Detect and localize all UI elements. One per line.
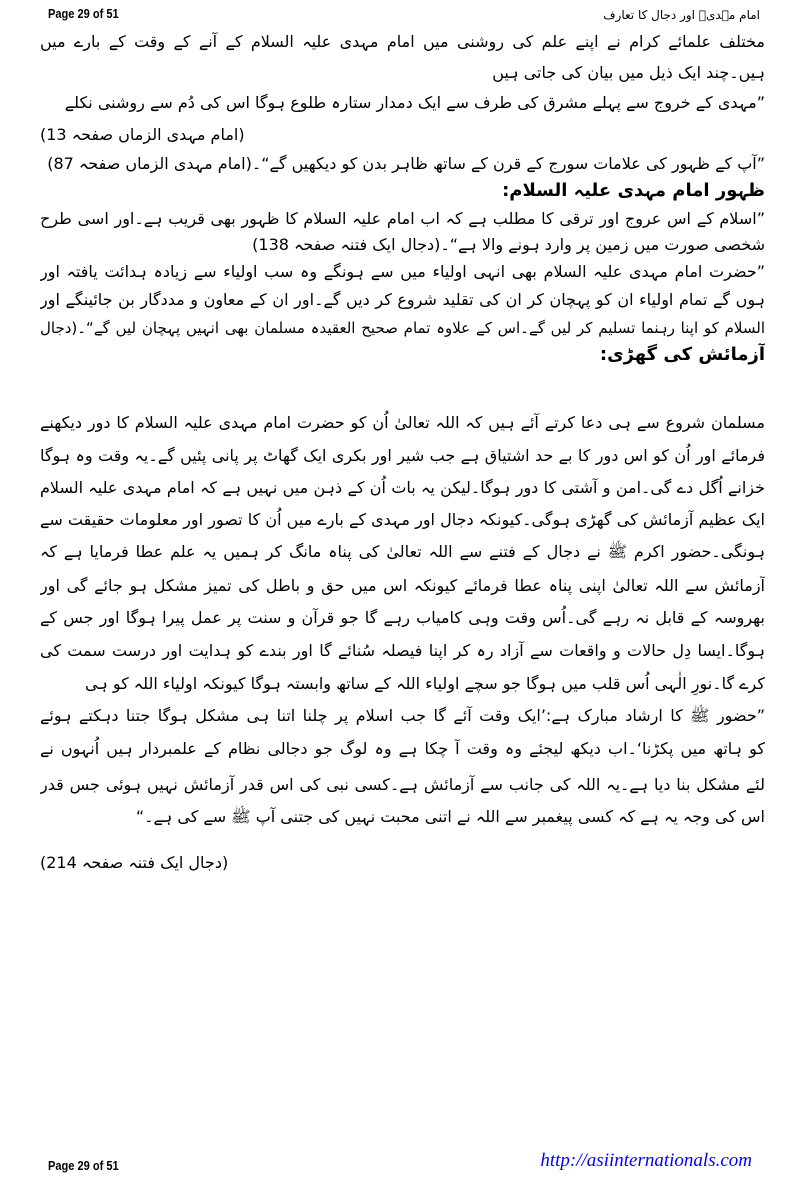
text-line: ”مہدی کے خروج سے پہلے مشرق کی طرف سے ایک دمدار ستارہ طلوع ہوگا اس کی دُم سے روشنی نکلے <box>64 93 765 112</box>
text-line: مختلف علمائے کرام نے اپنے علم کی روشنی میں امام مہدی علیہ السلام کے آنے کے وقت کے بارے میں <box>40 32 765 51</box>
text-line: ہوں گے تمام اولیاء ان کو پہچان کر ان کی تقلید شروع کر دیں گے۔اور ان کے معاون و مددگار بن جائینگے اور <box>40 290 765 309</box>
text-line: خزانے اُگل دے گی۔امن و آشتی کا دور ہوگا۔لیکن یہ بات اُن کے ذہن میں نہیں ہے کہ امام مہدی علیہ السلام <box>40 478 765 497</box>
text-line: شخصی صورت میں زمین پر وارد ہونے والا ہے“۔(دجال ایک فتنہ صفحہ 138) <box>252 235 765 254</box>
text-line: لئے مشکل بنا دیا ہے۔یہ اللہ کی جانب سے آزمائش ہے۔کسی نبی کی اس قدر آزمائش نہیں ہوئی جس قدر <box>40 775 765 794</box>
citation: (دجال ایک فتنہ صفحہ 214) <box>40 853 229 872</box>
text-line: السلام کو اپنا رہنما تسلیم کر لیں گے۔اس کے علاوہ تمام صحیح العقیدہ مسلمان بھی انہیں پہچان لیں گے“۔(دجال <box>40 319 765 337</box>
document-title: امام مہدیؑ اور دجال کا تعارف <box>603 8 760 22</box>
section-heading: ظہور امام مہدی علیہ السلام: <box>502 180 765 201</box>
text-line: بھروسہ کے قابل نہ رہے گی۔اُس وقت وہی کامیاب رہے گا جو قرآن و سنت پر عمل پیرا ہوگا اور جس کے <box>40 608 765 627</box>
text-line: مسلمان شروع سے ہی دعا کرتے آئے ہیں کہ اللہ تعالیٰ اُن کو حضرت امام مہدی علیہ السلام کا دور دیکھنے <box>40 413 765 432</box>
footer-url-link[interactable]: http://asiinternationals.com <box>540 1150 752 1171</box>
text-line: ”آپ کے ظہور کی علامات سورج کے قرن کے ساتھ ظاہر بدن کو دیکھیں گے“۔(امام مہدی الزماں صفحہ 87) <box>47 154 765 173</box>
text-line: ”حضرت امام مہدی علیہ السلام بھی انہی اولیاء میں سے ہونگے وہ سب اولیاء سے زیادہ ہدائت یافتہ اور <box>40 262 765 281</box>
text-line: فرمائے اور اُن کو اس دور کا بے حد اشتیاق ہے جب شیر اور بکری ایک گھاٹ پر پانی پئیں گے۔یہ وقت وہ ہوگا <box>40 446 765 465</box>
footer-page-number: Page 29 of 51 <box>48 1158 119 1173</box>
text-line: آزمائش سے اللہ تعالیٰ اپنی پناہ عطا فرمائے کیونکہ اس میں حق و باطل کی تمیز مشکل ہو جائے گی اور <box>40 576 765 595</box>
text-line: ”اسلام کے اس عروج اور ترقی کا مطلب ہے کہ اب امام علیہ السلام کا ظہور بھی قریب ہے۔اور اسی طرح <box>40 209 765 228</box>
text-line: ایک عظیم آزمائش کی گھڑی ہوگی۔کیونکہ دجال اور مہدی کے بارے میں اُن کا تصور اور معلومات حقیقت سے <box>40 510 765 529</box>
text-line: کرے گا۔نورِ الٰہی اُس قلب میں ہوگا جو سچے اولیاء اللہ کے ساتھ وابستہ ہوگا کیونکہ اولیاء اللہ کو ہی <box>85 674 765 693</box>
text-line: کو ہاتھ میں پکڑنا‘۔اب دیکھ لیجئے وہ وقت آ چکا ہے وہ لوگ جو دجالی نظام کے علمبردار ہیں اُنہوں نے <box>40 739 765 758</box>
citation: (امام مہدی الزماں صفحہ 13) <box>40 125 245 144</box>
text-line: ہونگی۔حضور اکرم ﷺ نے دجال کے فتنے سے اللہ تعالیٰ کی پناہ مانگ کر ہمیں یہ علم عطا فرمایا ہے کہ <box>40 542 765 561</box>
text-line: ہیں۔چند ایک ذیل میں بیان کی جاتی ہیں <box>492 63 765 82</box>
text-line: اس کی وجہ یہ ہے کہ کسی پیغمبر سے اللہ نے اتنی محبت نہیں کی جتنی آپ ﷺ سے کی ہے۔“ <box>135 807 765 826</box>
header-page-number: Page 29 of 51 <box>48 6 119 21</box>
section-heading: آزمائش کی گھڑی: <box>599 344 765 365</box>
text-line: ”حضور ﷺ کا ارشاد مبارک ہے:’ایک وقت آئے گا جب اسلام پر چلنا اتنا ہی مشکل ہوگا جتنا دہکتے ہوئے <box>40 706 765 725</box>
text-line: ہوگا۔ایسا دِل حالات و واقعات سے آزاد رہ کر اپنا فیصلہ سُنائے گا اور بندے کو ہدایت اور درست سمت کی <box>40 641 765 660</box>
